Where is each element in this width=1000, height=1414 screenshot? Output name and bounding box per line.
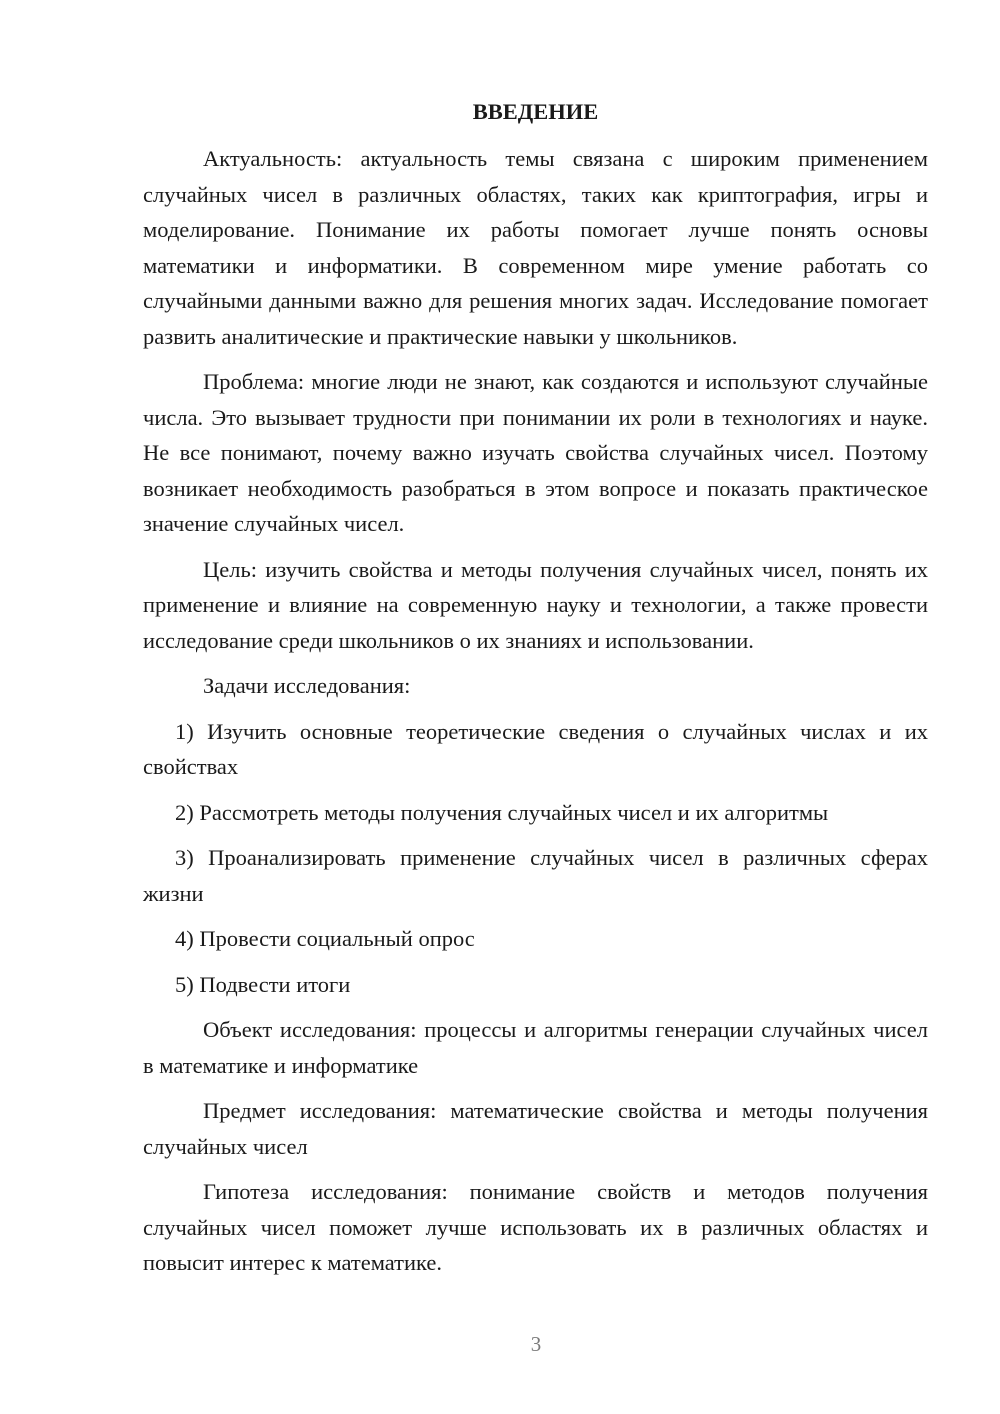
relevance-paragraph: Актуальность: актуальность темы связана с широким применением случайных чисел в различных областях, таких как криптография, игры и моделирование. Понимание их работы помогает лучше понять основы математики и информатики. В современном мире умение работать со случайными данными важно для решения многих задач. Исследование помогает развить аналитические и практические навыки у школьников. (143, 146, 928, 349)
section-title: ВВЕДЕНИЕ (472, 99, 599, 124)
task-item: 3) Проанализировать применение случайных чисел в различных сферах жизни (143, 845, 928, 906)
task-item: 1) Изучить основные теоретические сведения о случайных числах и их свойствах (143, 718, 928, 779)
task-item: 4) Провести социальный опрос (175, 926, 475, 951)
goal-paragraph: Цель: изучить свойства и методы получения случайных чисел, понять их применение и влияние на современную науку и технологии, а также провести исследование среди школьников о их знаниях и использовании. (143, 556, 928, 653)
document-page (143, 94, 928, 1291)
hypothesis-paragraph: Гипотеза исследования: понимание свойств и методов получения случайных чисел поможет лучше использовать их в различных областях и повысит интерес к математике. (143, 1179, 928, 1275)
subject-paragraph: Предмет исследования: математические свойства и методы получения случайных чисел (143, 1098, 928, 1159)
task-item: 5) Подвести итоги (175, 971, 351, 997)
tasks-heading: Задачи исследования: (203, 673, 411, 698)
object-paragraph: Объект исследования: процессы и алгоритмы генерации случайных чисел в математике и информатике (143, 1017, 928, 1078)
page-number: 3 (530, 1332, 542, 1356)
task-item: 2) Рассмотреть методы получения случайных чисел и их алгоритмы (175, 799, 829, 825)
problem-paragraph: Проблема: многие люди не знают, как создаются и используют случайные числа. Это вызывает трудности при понимании их роли в технологиях и науке. Не все понимают, почему важно изучать свойства случайных чисел. Поэтому возникает необходимость разобраться в этом вопросе и показать практическое значение случайных чисел. (143, 369, 928, 536)
